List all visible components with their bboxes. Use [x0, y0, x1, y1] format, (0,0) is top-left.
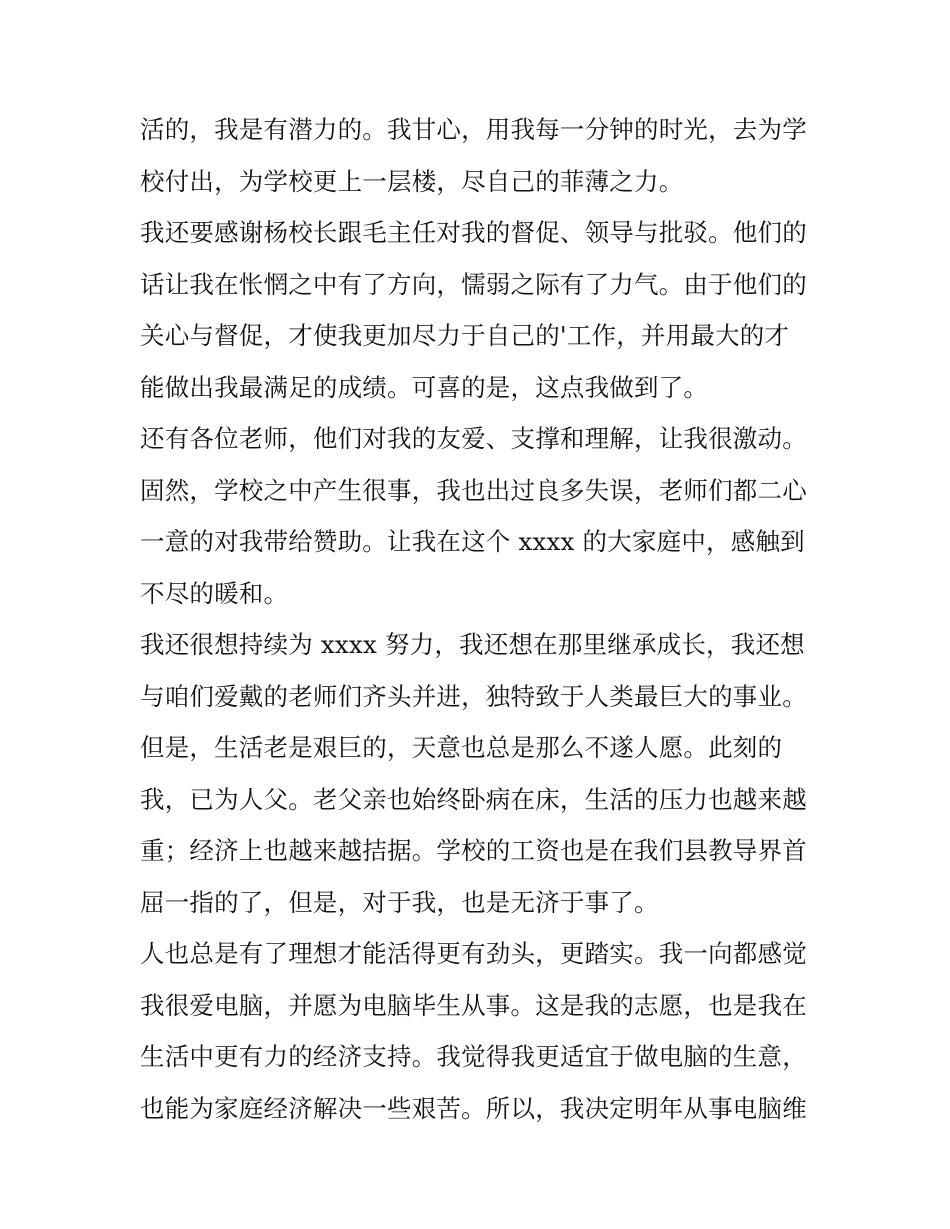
text-line-10: 不尽的暖和。	[140, 578, 289, 608]
text-line-18: 我很爱电脑，并愿为电脑毕生从事。这是我的志愿，也是我在	[140, 990, 807, 1020]
text-line-15: 重；经济上也越来越拮据。学校的工资也是在我们县教导界首	[140, 836, 807, 865]
text-line-2: 校付出，为学校更上一层楼，尽自己的菲薄之力。	[140, 166, 684, 196]
text-line-8: 固然，学校之中产生很事，我也出过良多失误，老师们都二心	[140, 475, 807, 505]
body-text	[140, 104, 820, 1134]
text-line-19: 生活中更有力的经济支持。我觉得我更适宜于做电脑的生意，	[140, 1042, 807, 1071]
text-line-1: 活的，我是有潜力的。我甘心，用我每一分钟的时光，去为学	[140, 115, 807, 144]
text-line-3: 我还要感谢杨校长跟毛主任对我的督促、领导与批驳。他们的	[140, 218, 807, 247]
text-line-17: 人也总是有了理想才能活得更有劲头，更踏实。我一向都感觉	[140, 939, 807, 968]
text-line-12: 与咱们爱戴的老师们齐头并进，独特致于人类最巨大的事业。	[140, 681, 807, 711]
text-line-4: 话让我在怅惘之中有了方向，懦弱之际有了力气。由于他们的	[140, 269, 807, 299]
text-line-11: 我还很想持续为 xxxx 努力，我还想在那里继承成长，我还想	[140, 630, 805, 659]
text-line-20: 也能为家庭经济解决一些艰苦。所以，我决定明年从事电脑维	[140, 1093, 807, 1123]
text-line-7: 还有各位老师，他们对我的友爱、支撑和理解，让我很激动。	[140, 424, 807, 453]
text-line-16: 屈一指的了，但是，对于我，也是无济于事了。	[140, 887, 659, 917]
text-line-9: 一意的对我带给赞助。让我在这个 xxxx 的大家庭中，感触到	[140, 527, 805, 556]
text-line-14: 我，已为人父。老父亲也始终卧病在床，生活的压力也越来越	[140, 784, 807, 814]
text-line-5: 关心与督促，才使我更加尽力于自己的'工作，并用最大的才	[140, 321, 790, 350]
text-line-6: 能做出我最满足的成绩。可喜的是，这点我做到了。	[140, 372, 709, 402]
text-line-13: 但是，生活老是艰巨的，天意也总是那么不遂人愿。此刻的	[140, 733, 783, 762]
